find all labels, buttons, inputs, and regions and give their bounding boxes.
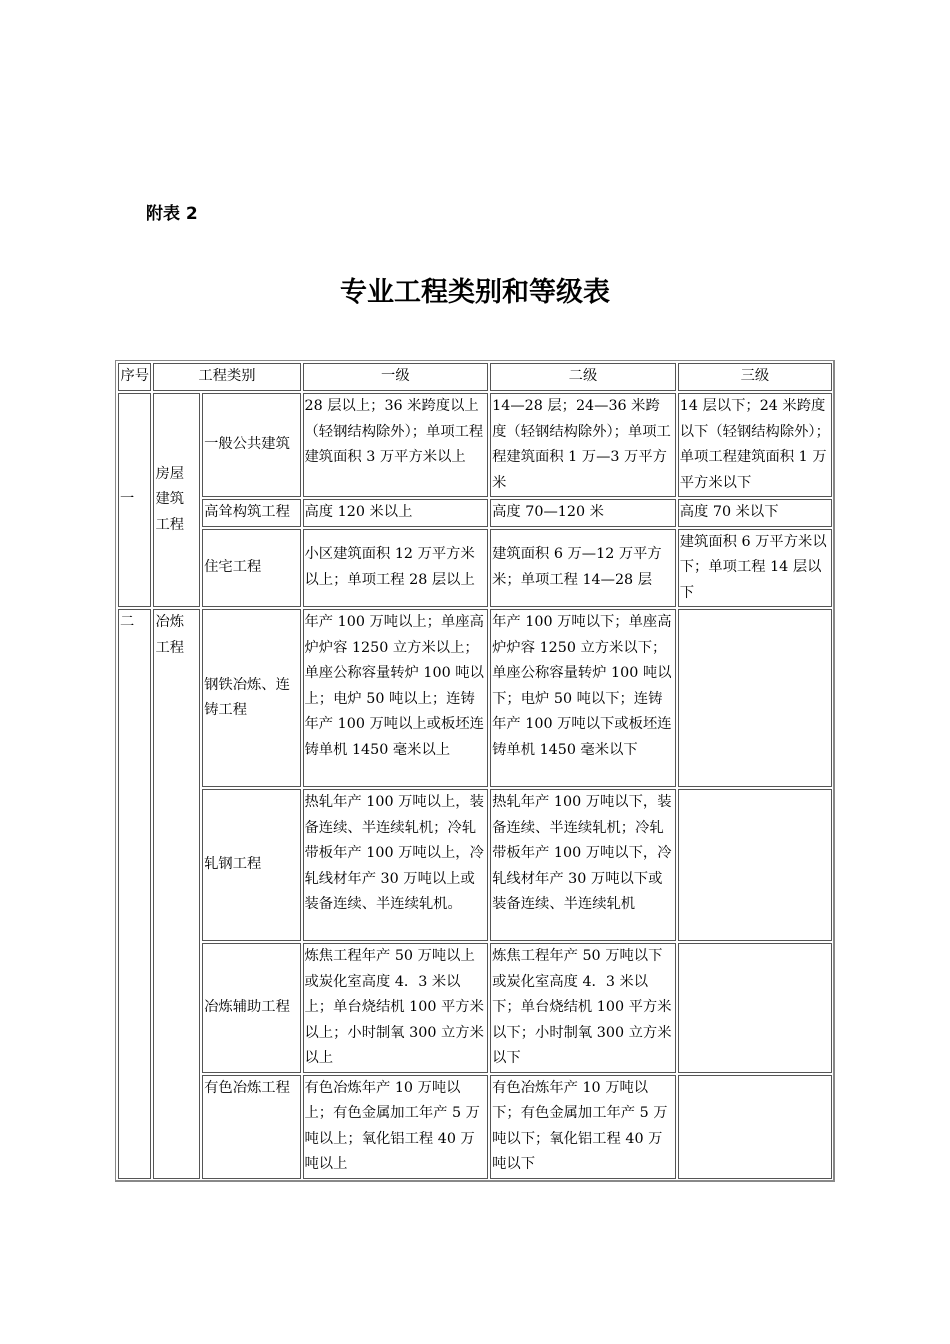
grade3-cell — [678, 1075, 832, 1179]
header-row — [118, 363, 832, 391]
subcategory: 高耸构筑工程 — [202, 499, 300, 527]
grade3-cell — [678, 609, 832, 787]
group-no: 二 — [118, 609, 151, 1179]
grade2-cell: 炼焦工程年产 50 万吨以下或炭化室高度 4．3 米以下；单台烧结机 100 平方米以下；小时制氧 300 立方米以下 — [490, 943, 676, 1073]
grade1-cell: 炼焦工程年产 50 万吨以上或炭化室高度 4．3 米以上；单台烧结机 100 平方米以上；小时制氧 300 立方米以上 — [303, 943, 489, 1073]
subcategory: 一般公共建筑 — [202, 393, 300, 497]
grade3-cell: 高度 70 米以下 — [678, 499, 832, 527]
table-row — [118, 393, 832, 497]
appendix-label: 附表 2 — [146, 204, 198, 224]
subcategory: 钢铁冶炼、连铸工程 — [202, 609, 300, 787]
subcategory: 有色冶炼工程 — [202, 1075, 300, 1179]
grade2-cell: 14—28 层；24—36 米跨度（轻钢结构除外）；单项工程建筑面积 1 万—3 万平方米 — [490, 393, 676, 497]
header-category: 工程类别 — [153, 363, 300, 391]
grade1-cell: 28 层以上；36 米跨度以上（轻钢结构除外）；单项工程建筑面积 3 万平方米以上 — [303, 393, 489, 497]
subcategory: 轧钢工程 — [202, 789, 300, 941]
group-category: 冶炼工程 — [153, 609, 200, 1179]
header-grade3: 三级 — [678, 363, 832, 391]
header-grade1: 一级 — [303, 363, 489, 391]
table-row — [118, 529, 832, 608]
grade2-cell: 热轧年产 100 万吨以下，装备连续、半连续轧机；冷轧带板年产 100 万吨以下，冷轧线材年产 30 万吨以下或装备连续、半连续轧机 — [490, 789, 676, 941]
table-row — [118, 789, 832, 941]
grade2-cell: 年产 100 万吨以下；单座高炉炉容 1250 立方米以下；单座公称容量转炉 100 吨以下；电炉 50 吨以下；连铸年产 100 万吨以下或板坯连铸单机 1450 毫米以下 — [490, 609, 676, 787]
header-grade2: 二级 — [490, 363, 676, 391]
table-row — [118, 1075, 832, 1179]
subcategory: 住宅工程 — [202, 529, 300, 608]
grade3-cell — [678, 789, 832, 941]
table-row — [118, 609, 832, 787]
grade2-cell: 高度 70—120 米 — [490, 499, 676, 527]
group-no: 一 — [118, 393, 151, 607]
grade2-cell: 有色冶炼年产 10 万吨以下；有色金属加工年产 5 万吨以下；氧化铝工程 40 万吨以下 — [490, 1075, 676, 1179]
subcategory: 冶炼辅助工程 — [202, 943, 300, 1073]
group-category: 房屋建筑工程 — [153, 393, 200, 607]
grade1-cell: 有色冶炼年产 10 万吨以上；有色金属加工年产 5 万吨以上；氧化铝工程 40 万吨以上 — [303, 1075, 489, 1179]
grade1-cell: 年产 100 万吨以上；单座高炉炉容 1250 立方米以上；单座公称容量转炉 100 吨以上；电炉 50 吨以上；连铸年产 100 万吨以上或板坯连铸单机 1450 毫米以上 — [303, 609, 489, 787]
grade3-cell: 建筑面积 6 万平方米以下；单项工程 14 层以下 — [678, 529, 832, 608]
page-title: 专业工程类别和等级表 — [340, 277, 610, 308]
grade1-cell: 小区建筑面积 12 万平方米以上；单项工程 28 层以上 — [303, 529, 489, 608]
table-row — [118, 499, 832, 527]
table-row — [118, 943, 832, 1073]
grade3-cell: 14 层以下；24 米跨度以下（轻钢结构除外）；单项工程建筑面积 1 万平方米以下 — [678, 393, 832, 497]
grade3-cell — [678, 943, 832, 1073]
grade1-cell: 热轧年产 100 万吨以上，装备连续、半连续轧机；冷轧带板年产 100 万吨以上，冷轧线材年产 30 万吨以上或装备连续、半连续轧机。 — [303, 789, 489, 941]
grade2-cell: 建筑面积 6 万—12 万平方米；单项工程 14—28 层 — [490, 529, 676, 608]
grade1-cell: 高度 120 米以上 — [303, 499, 489, 527]
header-no: 序号 — [118, 363, 151, 391]
grade-table — [115, 360, 835, 1182]
